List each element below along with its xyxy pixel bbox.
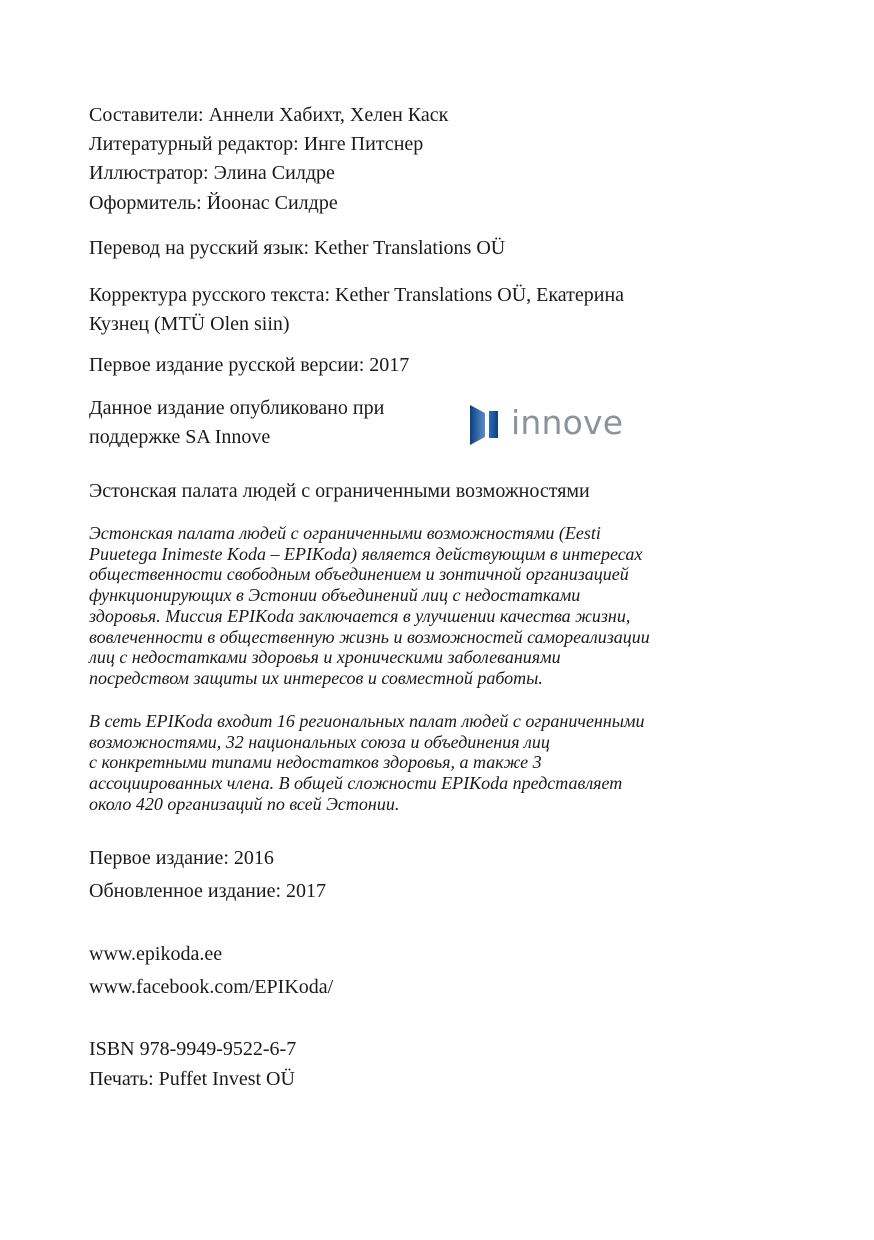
- facebook-link[interactable]: www.facebook.com/EPIKoda/: [89, 976, 334, 998]
- illustrator-text: Иллюстратор: Элина Силдре: [89, 162, 335, 184]
- para-line: около 420 организаций по всей Эстонии.: [89, 793, 400, 814]
- innove-logo: [469, 403, 624, 447]
- para-line: посредством защиты их интересов и совместной работы.: [89, 667, 543, 688]
- proofreading-line-1: Корректура русского текста: Kether Translations OÜ, Екатерина: [89, 284, 625, 306]
- proofreading-line-2: Кузнец (MTÜ Olen siin): [89, 313, 290, 335]
- org-network-paragraph: [89, 711, 759, 815]
- para-line: с конкретными типами недостатков здоровья, а также 3: [89, 752, 542, 773]
- printing-text: Печать: Puffet Invest OÜ: [89, 1068, 295, 1090]
- para-line: вовлеченности в общественную жизнь и возможностей самореализации: [89, 626, 650, 647]
- designer-text: Оформитель: Йоонас Силдре: [89, 192, 338, 214]
- website-link[interactable]: www.epikoda.ee: [89, 943, 223, 965]
- innove-logo-icon: [469, 403, 509, 447]
- isbn-text: ISBN 978-9949-9522-6-7: [89, 1038, 297, 1060]
- para-line: функционирующих в Эстонии объединений лиц с недостатками: [89, 585, 581, 606]
- org-heading: Эстонская палата людей с ограниченными возможностями: [89, 480, 590, 502]
- para-line: ассоциированных члена. В общей сложности EPIKoda представляет: [89, 773, 623, 794]
- para-line: возможностями, 32 национальных союза и объединения лиц: [89, 731, 550, 752]
- compilers-text: Составители: Аннели Хабихт, Хелен Каск: [89, 104, 449, 126]
- first-russian-edition-text: Первое издание русской версии: 2017: [89, 354, 410, 376]
- org-description-paragraph: [89, 523, 759, 689]
- first-edition-text: Первое издание: 2016: [89, 847, 274, 869]
- editor-text: Литературный редактор: Инге Питснер: [89, 133, 424, 155]
- para-line: лиц с недостатками здоровья и хроническими заболеваниями: [89, 647, 561, 668]
- translation-text: Перевод на русский язык: Kether Translations OÜ: [89, 237, 506, 259]
- para-line: общественности свободным объединением и зонтичной организацией: [89, 564, 629, 585]
- para-line: Эстонская палата людей с ограниченными возможностями (Eesti: [89, 523, 601, 543]
- para-line: В сеть EPIKoda входит 16 региональных палат людей с ограниченными: [89, 711, 645, 731]
- innove-logo-text: innove: [511, 403, 624, 442]
- para-line: Puuetega Inimeste Koda – EPIKoda) является действующим в интересах: [89, 543, 643, 564]
- para-line: здоровья. Миссия EPIKoda заключается в улучшении качества жизни,: [89, 605, 631, 626]
- support-line-2: поддержке SA Innove: [89, 426, 271, 448]
- support-line-1: Данное издание опубликовано при: [89, 397, 385, 419]
- updated-edition-text: Обновленное издание: 2017: [89, 880, 327, 902]
